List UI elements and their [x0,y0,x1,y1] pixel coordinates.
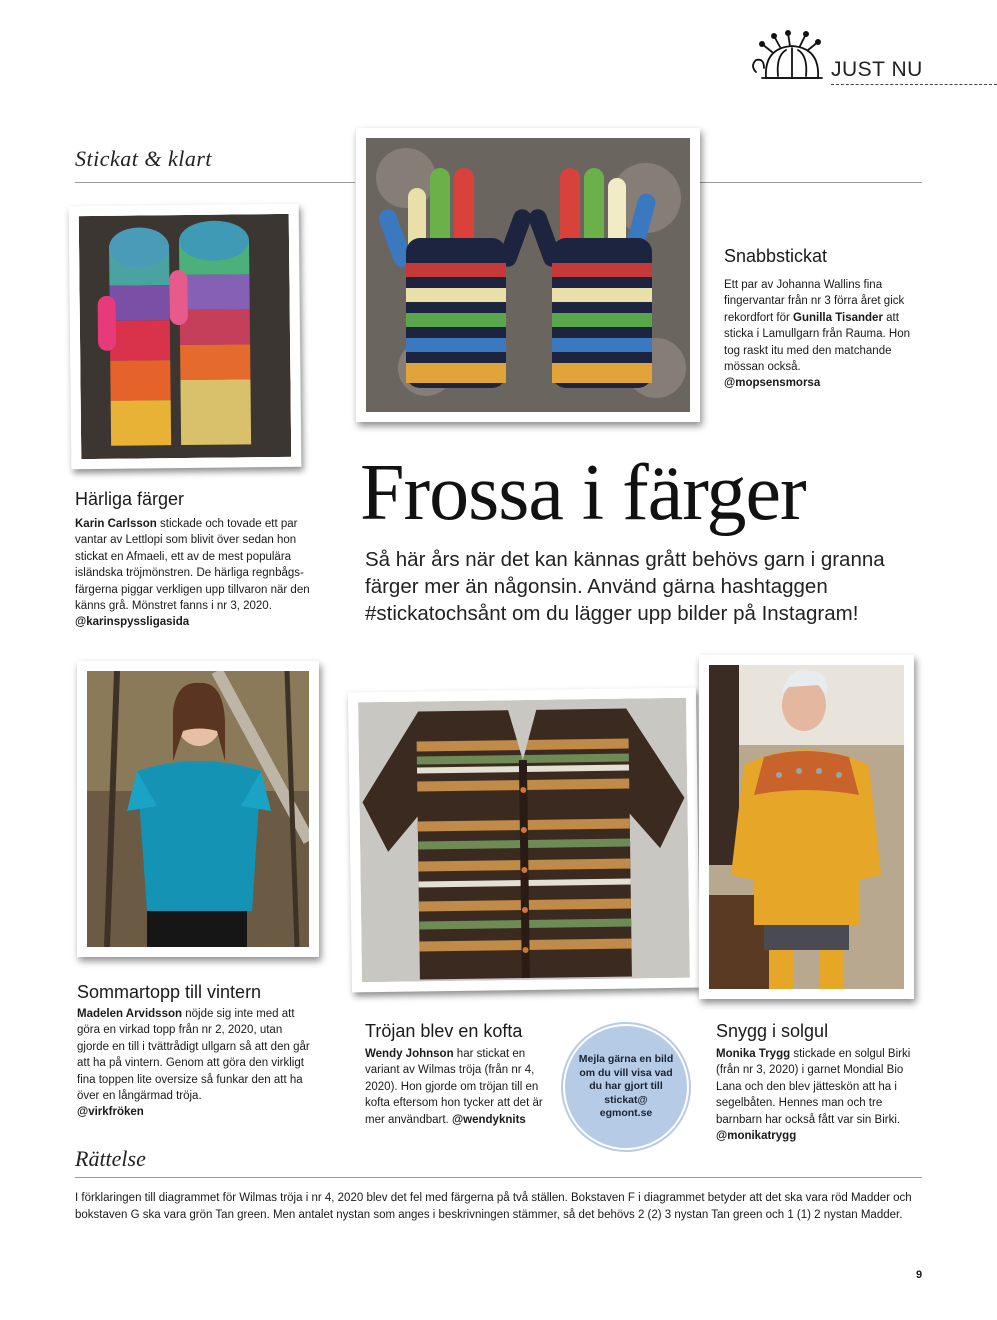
page-number: 9 [916,1269,923,1281]
trojan-name: Wendy Johnson [365,1048,454,1060]
section-divider [831,84,997,86]
bubble-text: Mejla gärna en bild om du vill visa vad du har gjort till stickat@ egmont.se [578,1053,674,1120]
kicker: Stickat & klart [75,146,213,171]
mittens-illustration [79,214,292,459]
snabbstickat-handle: @mopsensmorsa [724,377,821,390]
snabbstickat-headline: Snabbstickat [724,246,828,266]
pincushion-icon [746,30,830,84]
trojan-handle: @wendyknits [451,1113,526,1126]
photo-crochet-top [77,661,319,957]
snygg-name: Monika Trygg [716,1048,791,1060]
sommartopp-handle: @virkfröken [77,1106,144,1119]
trojan-body [365,1046,545,1128]
sommartopp-body [77,1006,315,1121]
yellow-sweater-illustration [709,665,904,989]
rattelse-heading: Rättelse [75,1146,146,1171]
harliga-handle: @karinspyssligasida [75,616,190,629]
snabbstickat-body [724,277,924,392]
crochet-top-illustration [87,671,309,947]
gloves-illustration [366,138,690,412]
feature-intro: Så här års när det kan kännas grått behövs garn i granna färger mer än någonsin. Använd gärna hashtaggen #stickatochsånt om du lägger upp bilder på Instagram! [365,548,885,625]
snygg-body [716,1046,926,1144]
kicker-rule-right [700,182,922,183]
harliga-headline: Härliga färger [75,489,185,509]
photo-rainbow-mittens [69,204,302,469]
harliga-text: stickade och tovade ett par vantar av Lettlopi som blivit över sedan hon stickat en Afmaeli, ett av de mest populära isländska tröjmönstren. De härliga regnbågsfärgerna piggar verkligen upp tillvaron när den känns grå. Mönstret fanns i nr 3, 2020. [75,518,310,613]
snabbstickat-text-b: att sticka i Lamullgarn från Rauma. Hon tog raskt itu med den matchande mössan också. [724,311,910,374]
photo-fingered-gloves [356,128,700,422]
submit-photo-bubble [563,1024,689,1150]
photo-yellow-sweater [699,655,914,999]
trojan-headline: Tröjan blev en kofta [365,1021,523,1041]
snabbstickat-text-a: Ett par av Johanna Wallins fina fingervantar från nr 3 förra året gick rekordfort för [724,279,905,324]
sommartopp-headline: Sommartopp till vintern [77,982,262,1002]
sommartopp-name: Madelen Arvidsson [77,1008,183,1020]
photo-cardigan [348,688,700,993]
section-tag: JUST NU [831,58,923,81]
snygg-text: stickade en solgul Birki (från nr 3, 2020) i garnet Mondial Bio Lana och den blev jätteskön att ha i segelbåten. Hennes man och tre barnbarn har också fått var sin Birki. [716,1048,911,1126]
rattelse-text: I förklaringen till diagrammet för Wilmas tröja i nr 4, 2020 blev det fel med färgerna på två ställen. Bokstaven F i diagrammet betyder att det ska vara röd Madder och bokstaven G ska vara grön Tan green. Men antalet nystan som anges i beskrivningen stämmer, så det behövs 2 (2) 3 nystan Tan green och 1 (1) 2 nystan Madder. [75,1192,912,1221]
kicker-rule [75,182,355,183]
harliga-name: Karin Carlsson [75,518,157,530]
snygg-headline: Snygg i solgul [716,1021,829,1041]
rattelse-rule [75,1177,922,1178]
sommartopp-text: nöjde sig inte med att göra en virkad topp från nr 2, 2020, utan gjorde en till i tvättrådigt ullgarn så att den går att ha på vintern. Genom att göra den virkligt fina toppen lite oversize så funkar den att ha över en långärmad tröja. [77,1008,310,1103]
snygg-handle: @monikatrygg [716,1130,797,1143]
cardigan-illustration [358,698,690,983]
harliga-body [75,516,330,631]
feature-title: Frossa i färger [360,449,806,537]
snabbstickat-name: Gunilla Tisander [793,311,883,324]
trojan-text: har stickat en variant av Wilmas tröja (från nr 4, 2020). Hon gjorde om tröjan till en kofta eftersom hon tycker att det är mer användbart. [365,1048,543,1126]
